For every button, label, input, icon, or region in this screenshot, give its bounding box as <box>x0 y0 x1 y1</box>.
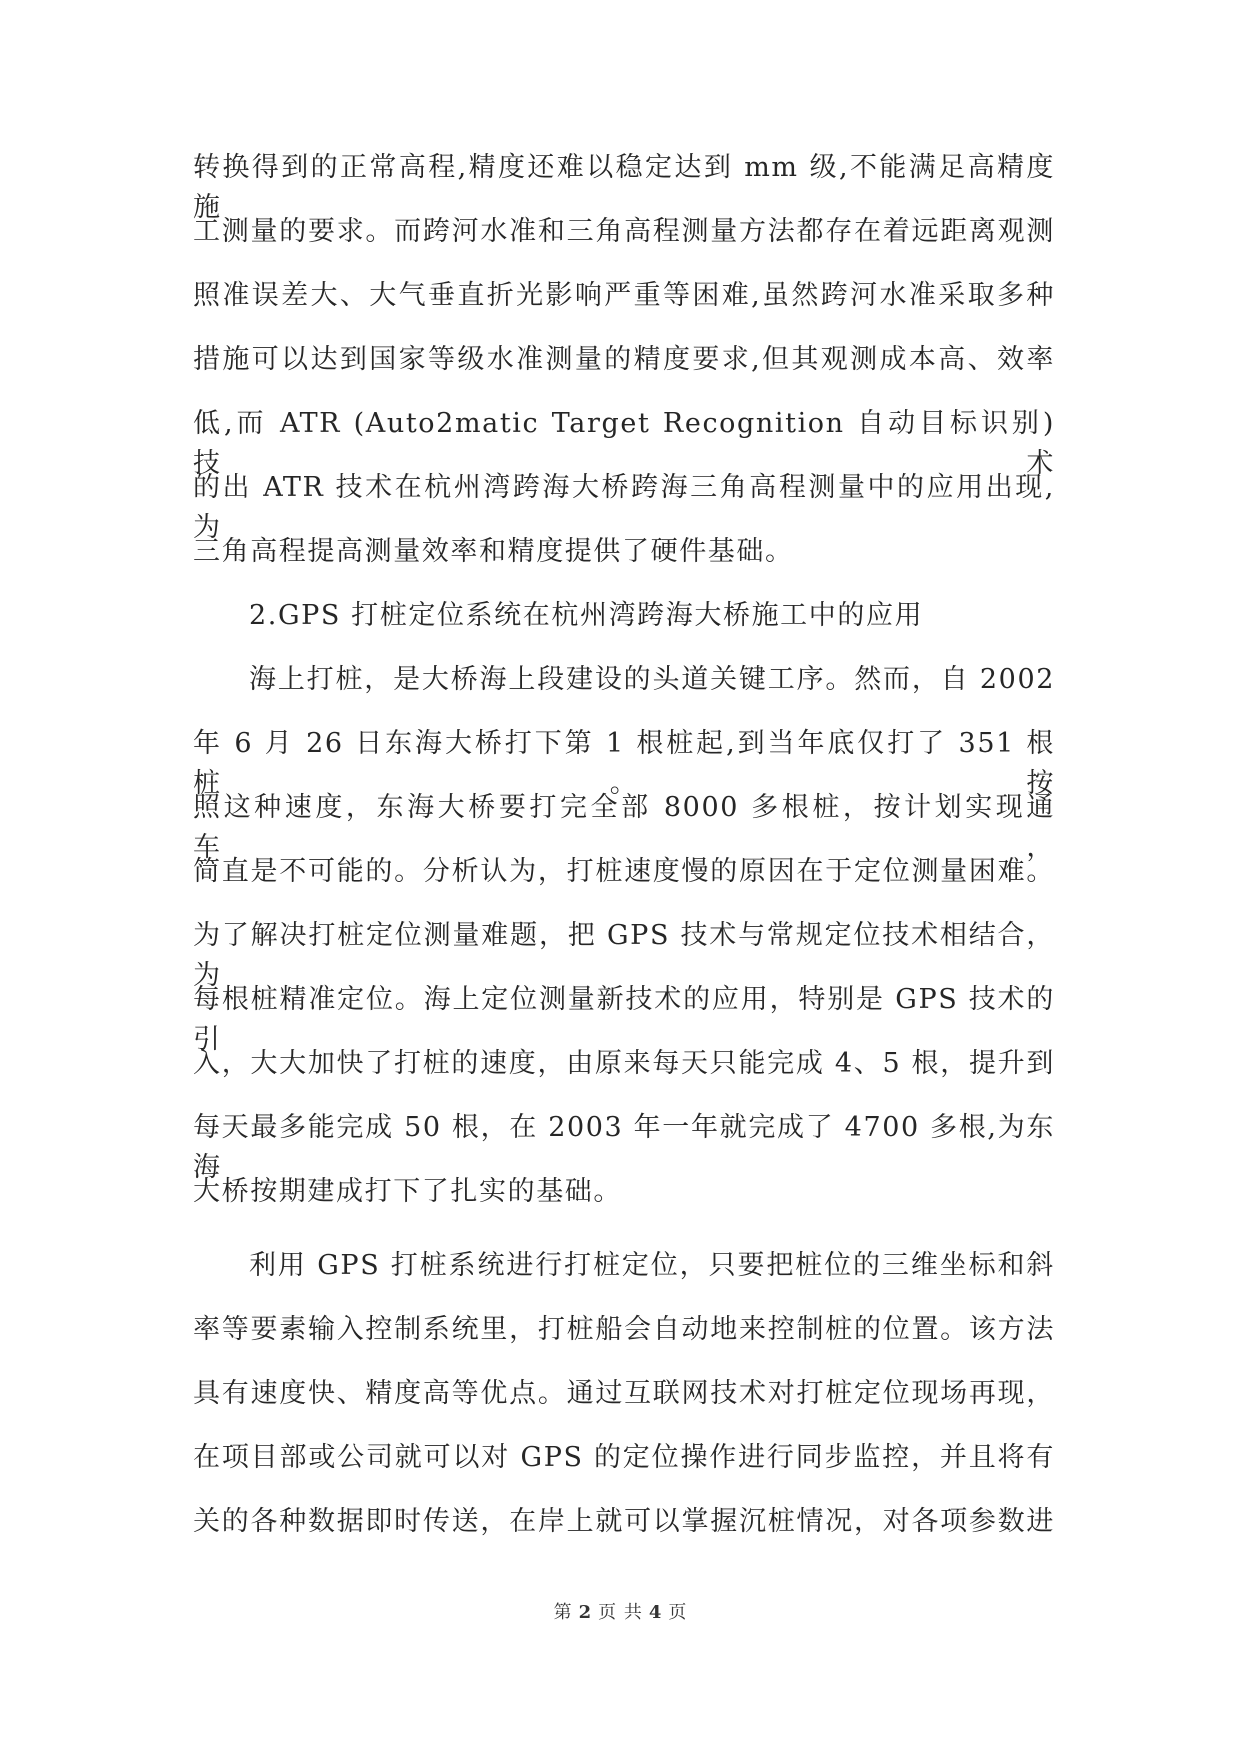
current-page-number: 2 <box>578 1602 593 1623</box>
text-line: 每天最多能完成 50 根，在 2003 年一年就完成了 4700 多根,为东海 <box>193 1112 1055 1183</box>
text-line: 率等要素输入控制系统里，打桩船会自动地来控制桩的位置。该方法 <box>193 1314 1055 1345</box>
text-line: 转换得到的正常高程,精度还难以稳定达到 mm 级,不能满足高精度施 <box>193 152 1055 223</box>
text-line: 三角高程提高测量效率和精度提供了硬件基础。 <box>193 536 794 567</box>
text-line: 低,而 ATR (Auto2matic Target Recognition 自动目标识别) 技术 <box>193 408 1055 479</box>
text-line: 具有速度快、精度高等优点。通过互联网技术对打桩定位现场再现， <box>193 1378 1055 1409</box>
text-line: 年 6 月 26 日东海大桥打下第 1 根桩起,到当年底仅打了 351 根桩。按 <box>193 728 1055 799</box>
text-line: 利用 GPS 打桩系统进行打桩定位，只要把桩位的三维坐标和斜 <box>249 1250 1055 1281</box>
text-line: 在项目部或公司就可以对 GPS 的定位操作进行同步监控，并且将有 <box>193 1442 1055 1473</box>
text-line: 为了解决打桩定位测量难题，把 GPS 技术与常规定位技术相结合，为 <box>193 920 1055 991</box>
text-line: 每根桩精准定位。海上定位测量新技术的应用，特别是 GPS 技术的引 <box>193 984 1055 1055</box>
text-line: 措施可以达到国家等级水准测量的精度要求,但其观测成本高、效率 <box>193 344 1055 375</box>
footer-prefix: 第 <box>553 1602 573 1623</box>
text-line: 的出 ATR 技术在杭州湾跨海大桥跨海三角高程测量中的应用出现,为 <box>193 472 1055 543</box>
total-page-number: 4 <box>648 1602 663 1623</box>
text-line: 大桥按期建成打下了扎实的基础。 <box>193 1176 622 1207</box>
text-line: 照准误差大、大气垂直折光影响严重等困难,虽然跨河水准采取多种 <box>193 280 1055 311</box>
text-line: 简直是不可能的。分析认为，打桩速度慢的原因在于定位测量困难。 <box>193 856 1055 887</box>
footer-suffix: 页 <box>668 1602 688 1623</box>
footer-middle: 页 共 <box>598 1602 643 1623</box>
text-line: 工测量的要求。而跨河水准和三角高程测量方法都存在着远距离观测 <box>193 216 1055 247</box>
text-line: 照这种速度，东海大桥要打完全部 8000 多根桩，按计划实现通车， <box>193 792 1055 863</box>
section-heading: 2.GPS 打桩定位系统在杭州湾跨海大桥施工中的应用 <box>249 600 924 631</box>
text-line: 关的各种数据即时传送，在岸上就可以掌握沉桩情况，对各项参数进 <box>193 1506 1055 1537</box>
text-line: 海上打桩，是大桥海上段建设的头道关键工序。然而，自 2002 <box>249 664 1055 695</box>
text-line: 入，大大加快了打桩的速度，由原来每天只能完成 4、5 根，提升到 <box>193 1048 1055 1079</box>
page-footer <box>0 1598 1241 1624</box>
